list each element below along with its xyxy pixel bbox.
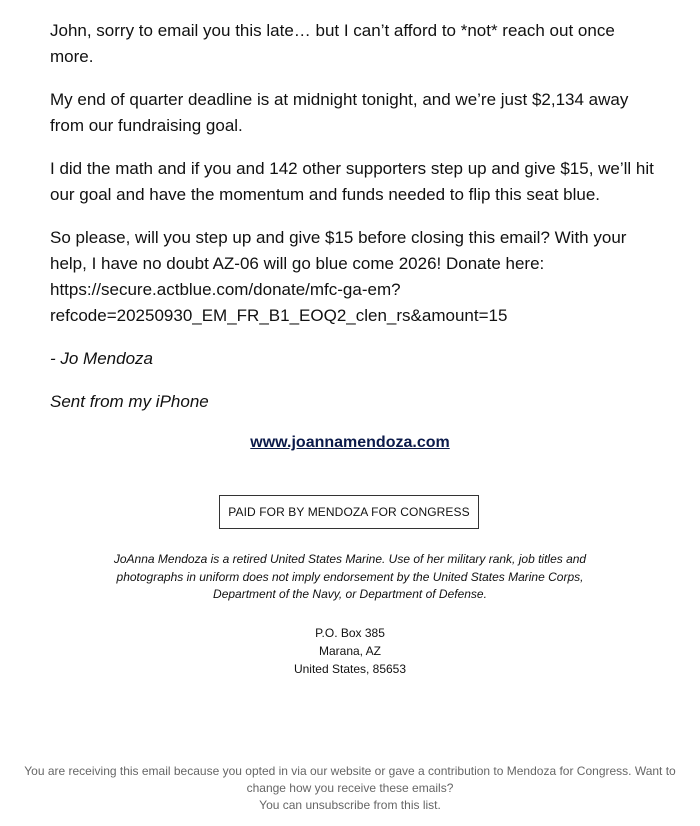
military-disclaimer: JoAnna Mendoza is a retired United States Marine. Use of her military rank, job titles and photographs in uniform does not imply endorsement by the United States Marine Corps, Department of the Navy, or Department of Defense.: [113, 552, 587, 601]
email-footer: [15, 763, 685, 814]
sent-from: Sent from my iPhone: [50, 392, 209, 411]
donate-url-line1[interactable]: https://secure.actblue.com/donate/mfc-ga-em?: [50, 280, 401, 299]
paid-for-text: PAID FOR BY MENDOZA FOR CONGRESS: [228, 505, 470, 519]
paragraph-ask: [50, 225, 660, 329]
mailing-address: [0, 624, 700, 678]
paragraph-intro: John, sorry to email you this late… but I can’t afford to *not* reach out once more.: [50, 21, 615, 66]
signoff: - Jo Mendoza: [50, 349, 153, 368]
unsubscribe-link[interactable]: You can unsubscribe from this list.: [259, 798, 441, 812]
donate-url-line2[interactable]: refcode=20250930_EM_FR_B1_EOQ2_clen_rs&amount=15: [50, 306, 508, 325]
paid-for-box: [219, 495, 479, 529]
address-line1: P.O. Box 385: [315, 626, 385, 640]
email-body: [50, 18, 660, 432]
address-line2: Marana, AZ: [318, 644, 382, 658]
ask-text: So please, will you step up and give $15 before closing this email? With your help, I have no doubt AZ-06 will go blue come 2026! Donate here:: [50, 228, 627, 273]
website-link[interactable]: www.joannamendoza.com: [250, 434, 450, 451]
paragraph-deadline: My end of quarter deadline is at midnight tonight, and we’re just $2,134 away from our fundraising goal.: [50, 90, 629, 135]
paragraph-math: I did the math and if you and 142 other supporters step up and give $15, we’ll hit our goal and have the momentum and funds needed to flip this seat blue.: [50, 159, 654, 204]
address-line3: United States, 85653: [293, 662, 407, 676]
website-container: [0, 434, 700, 452]
opt-in-notice: You are receiving this email because you opted in via our website or gave a contribution to Mendoza for Congress. Want to change how you receive these emails?: [24, 764, 676, 795]
